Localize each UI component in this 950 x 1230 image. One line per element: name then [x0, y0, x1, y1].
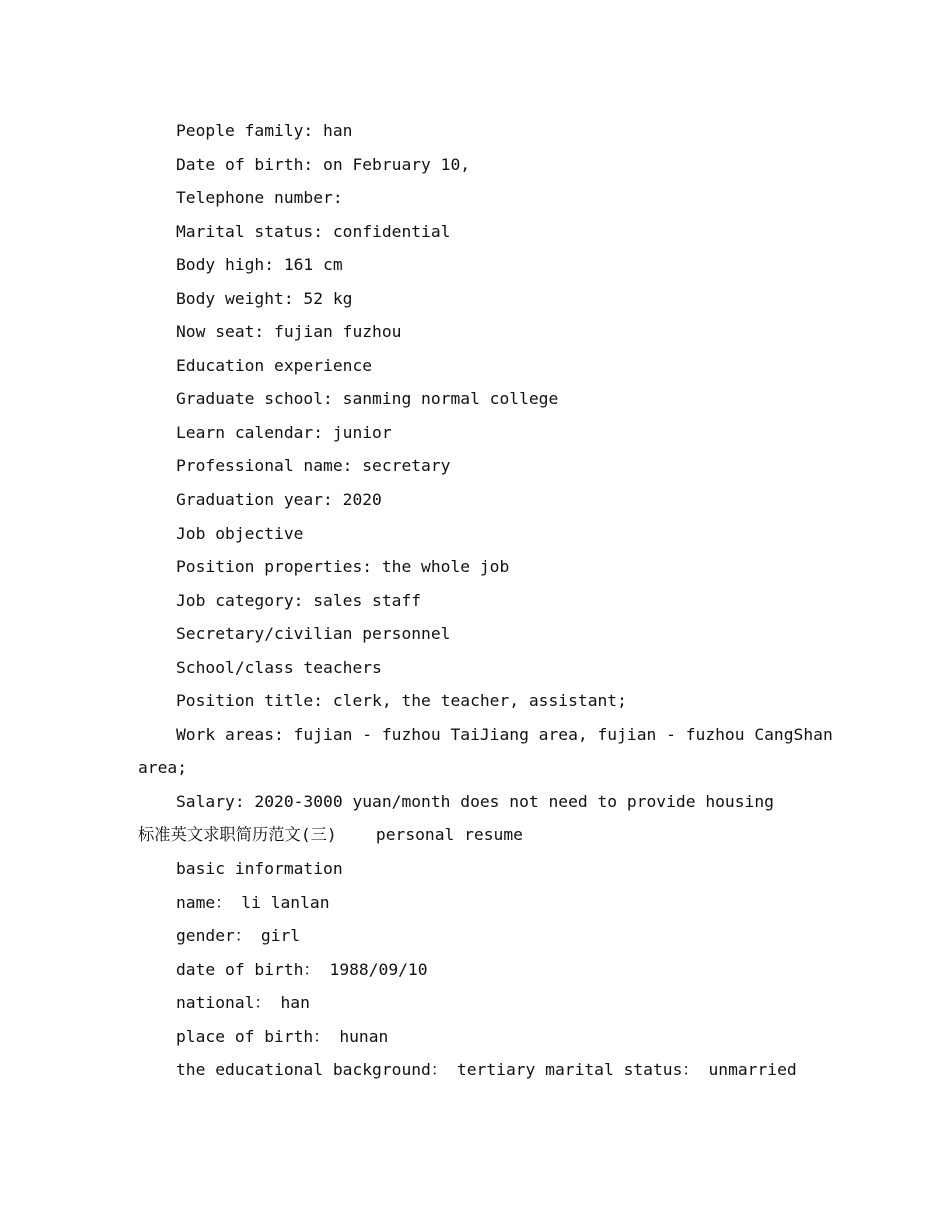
text-line-secretary: Secretary/civilian personnel [176, 624, 451, 644]
text-line-name: name： li lanlan [176, 892, 330, 912]
text-line-now-seat: Now seat: fujian fuzhou [176, 322, 402, 342]
text-line-telephone: Telephone number: [176, 188, 343, 208]
text-line-date-of-birth: Date of birth: on February 10, [176, 154, 471, 174]
document-heading-resume: 标准英文求职简历范文(三) personal resume [138, 825, 523, 845]
section-heading-job-objective: Job objective [176, 523, 304, 543]
text-line-position-properties: Position properties: the whole job [176, 557, 510, 577]
text-line-position-title: Position title: clerk, the teacher, assistant; [176, 691, 627, 711]
text-line-gender: gender： girl [176, 926, 301, 946]
text-line-national: national： han [176, 993, 310, 1013]
text-line-job-category: Job category: sales staff [176, 590, 422, 610]
text-line-work-areas: Work areas: fujian - fuzhou TaiJiang area, fujian - fuzhou CangShan [176, 724, 833, 744]
text-line-professional-name: Professional name: secretary [176, 456, 451, 476]
text-line-salary: Salary: 2020-3000 yuan/month does not need to provide housing [176, 791, 774, 811]
text-line-education-marital: the educational background： tertiary marital status： unmarried [176, 1060, 797, 1080]
text-line-learn-calendar: Learn calendar: junior [176, 422, 392, 442]
text-line-marital-status: Marital status: confidential [176, 221, 451, 241]
text-line-graduate-school: Graduate school: sanming normal college [176, 389, 559, 409]
text-line-place-of-birth: place of birth： hunan [176, 1026, 389, 1046]
text-line-people-family: People family: han [176, 121, 353, 140]
section-heading-education: Education experience [176, 355, 373, 375]
text-line-school-teachers: School/class teachers [176, 657, 382, 677]
text-line-work-areas-cont: area; [138, 758, 188, 778]
text-line-graduation-year: Graduation year: 2020 [176, 490, 382, 510]
document-body [138, 118, 833, 1091]
section-heading-basic-information: basic information [176, 859, 343, 879]
text-line-birth-date: date of birth： 1988/09/10 [176, 959, 428, 979]
text-line-body-high: Body high: 161 cm [176, 255, 343, 275]
text-line-body-weight: Body weight: 52 kg [176, 288, 353, 308]
